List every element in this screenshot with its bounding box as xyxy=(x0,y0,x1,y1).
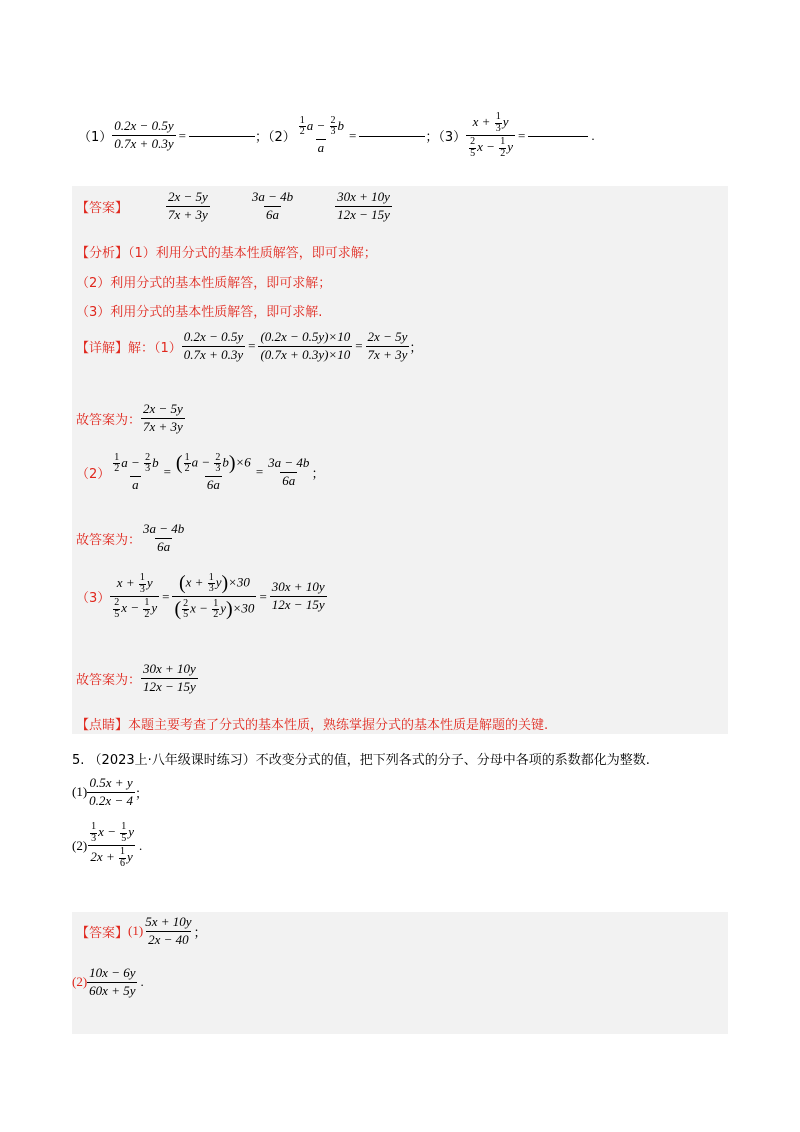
q5-part-1: (1) $\frac{0.5x + y}{0.2x - 4}$ ； xyxy=(72,775,148,808)
answer-blank-1 xyxy=(189,135,255,137)
answer-fraction-2: $\frac{3a - 4b}{6a}$ xyxy=(251,189,294,222)
answer-fraction-3: $\frac{30x + 10y}{12x - 15y}$ xyxy=(337,189,390,222)
detail-label: 【详解】 xyxy=(76,340,129,356)
analysis-line-1: 【分析】（1）利用分式的基本性质解答，即可求解； xyxy=(76,246,377,261)
question-number: 5. xyxy=(72,753,85,768)
answer-5-part-2: (2) $\frac{10x - 6y}{60x + 5y}$ . xyxy=(72,965,144,998)
result-2: 故答案为： $\frac{3a - 4b}{6a}$ xyxy=(76,521,185,554)
analysis-line-2: （2）利用分式的基本性质解答，即可求解； xyxy=(76,276,332,291)
detail-step-1: 【详解】 解：（1） $\frac{0.2x - 0.5y}{0.7x + 0.3y}$ = $\frac{(0.2x - 0.5y)\times 10}{(0.7x + 0.3y)\times 10}$ = $\frac{2x - 5y}{7x + 3y}$ ； xyxy=(76,329,423,362)
answer-label: 【答案】 xyxy=(76,200,129,216)
analysis-line-3: （3）利用分式的基本性质解答，即可求解. xyxy=(76,305,323,320)
part-3-label: ；（3） xyxy=(425,130,467,145)
q4-fraction-3: x + $\frac{1}{3}$ y $\frac{2}{5}$ x − $\frac{1}{2}$ y xyxy=(466,112,515,159)
answer-row-4 xyxy=(76,190,392,223)
detail-step-3: （3） x + $\frac{1}{3}$ y $\frac{2}{5}$ x − $\frac{1}{2}$ y = (x + $\frac{1}{3}$ y)×30 ( $\frac{2}{5}$ x − $\frac{1}{2}$ y)×30 = $\frac{30x + 10y}{12x - 15y}$ xyxy=(76,571,325,620)
answer-blank-3 xyxy=(528,135,588,137)
answer-5-part-1: 【答案】 (1) $\frac{5x + 10y}{2x - 40}$ ； xyxy=(76,914,207,947)
part-1-label: （1） xyxy=(78,130,113,145)
question-4-parts: （1） $\frac{0.2x - 0.5y}{0.7x + 0.3y}$ = ；（2） $\frac{1}{2}$ a − $\frac{2}{3}$ b a = ；（3） x + $\frac{1}{3}$ y $\frac{2}{5}$ x − $\frac{1}{2}$ y = . xyxy=(78,111,595,159)
answer-blank-2 xyxy=(359,135,425,137)
q5-part-2: (2) $\frac{1}{3}$ x − $\frac{1}{5}$ y 2x + $\frac{1}{6}$ y . xyxy=(72,821,143,869)
key-point: 【点睛】本题主要考查了分式的基本性质，熟练掌握分式的基本性质是解题的关键. xyxy=(76,718,549,733)
question-5-stem xyxy=(72,749,650,768)
answer-fraction-1: $\frac{2x - 5y}{7x + 3y}$ xyxy=(168,189,208,222)
question-text: 不改变分式的值，把下列各式的分子、分母中各项的系数都化为整数. xyxy=(255,753,650,768)
detail-step-2: （2） $\frac{1}{2}$ a − $\frac{2}{3}$ b a = ( $\frac{1}{2}$ a − $\frac{2}{3}$ b)×6 6a = $\frac{3a - 4b}{6a}$ ； xyxy=(76,451,325,492)
q4-fraction-2: $\frac{1}{2}$ a − $\frac{2}{3}$ b a xyxy=(299,114,344,155)
result-1: 故答案为： $\frac{2x - 5y}{7x + 3y}$ xyxy=(76,401,183,434)
q4-fraction-1: $\frac{0.2x - 0.5y}{0.7x + 0.3y}$ xyxy=(114,118,174,151)
part-2-label: ；（2） xyxy=(254,130,296,145)
question-source: （2023上·八年级课时练习） xyxy=(88,753,256,768)
result-3: 故答案为： $\frac{30x + 10y}{12x - 15y}$ xyxy=(76,661,196,694)
